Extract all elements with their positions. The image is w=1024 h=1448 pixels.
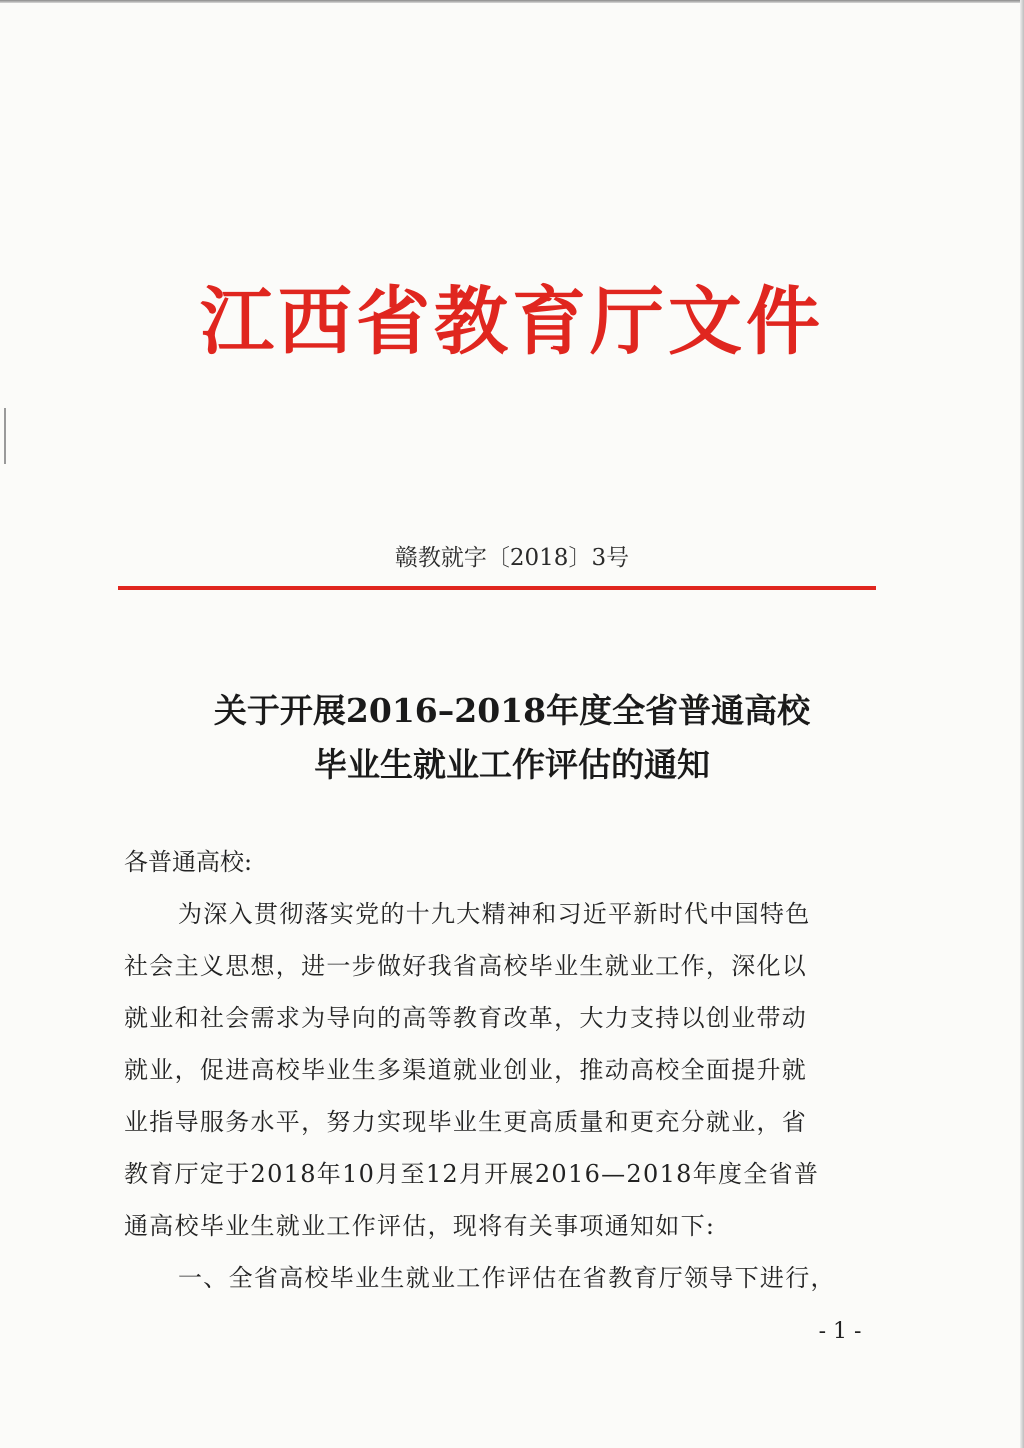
notice-title: [100, 684, 924, 792]
body-line: 为深入贯彻落实党的十九大精神和习近平新时代中国特色: [178, 900, 811, 928]
body-line: 社会主义思想，进一步做好我省高校毕业生就业工作，深化以: [124, 952, 808, 980]
body-line: 业指导服务水平，努力实现毕业生更高质量和更充分就业，省: [124, 1108, 808, 1136]
body-line: 一、全省高校毕业生就业工作评估在省教育厅领导下进行，: [178, 1264, 836, 1292]
page-number: - 1 -: [818, 1319, 862, 1344]
notice-title-line-1: 关于开展2016–2018年度全省普通高校: [213, 691, 811, 730]
body-line: 通高校毕业生就业工作评估，现将有关事项通知如下:: [124, 1212, 716, 1240]
scan-edge-right: [1020, 0, 1024, 1448]
body-line: 就业和社会需求为导向的高等教育改革，大力支持以创业带动: [124, 1004, 808, 1032]
scan-edge-top: [0, 0, 1024, 3]
scan-mark-left: [4, 408, 6, 464]
notice-title-line-2: 毕业生就业工作评估的通知: [314, 745, 710, 784]
document-header-title: 江西省教育厅文件: [200, 279, 824, 365]
body-line: 就业，促进高校毕业生多渠道就业创业，推动高校全面提升就: [124, 1056, 808, 1084]
salutation: 各普通高校:: [124, 848, 253, 876]
document-number: 赣教就字〔2018〕3号: [394, 545, 630, 571]
header-divider: [118, 586, 876, 590]
body-line: 教育厅定于2018年10月至12月开展2016—2018年度全省普: [124, 1160, 820, 1188]
